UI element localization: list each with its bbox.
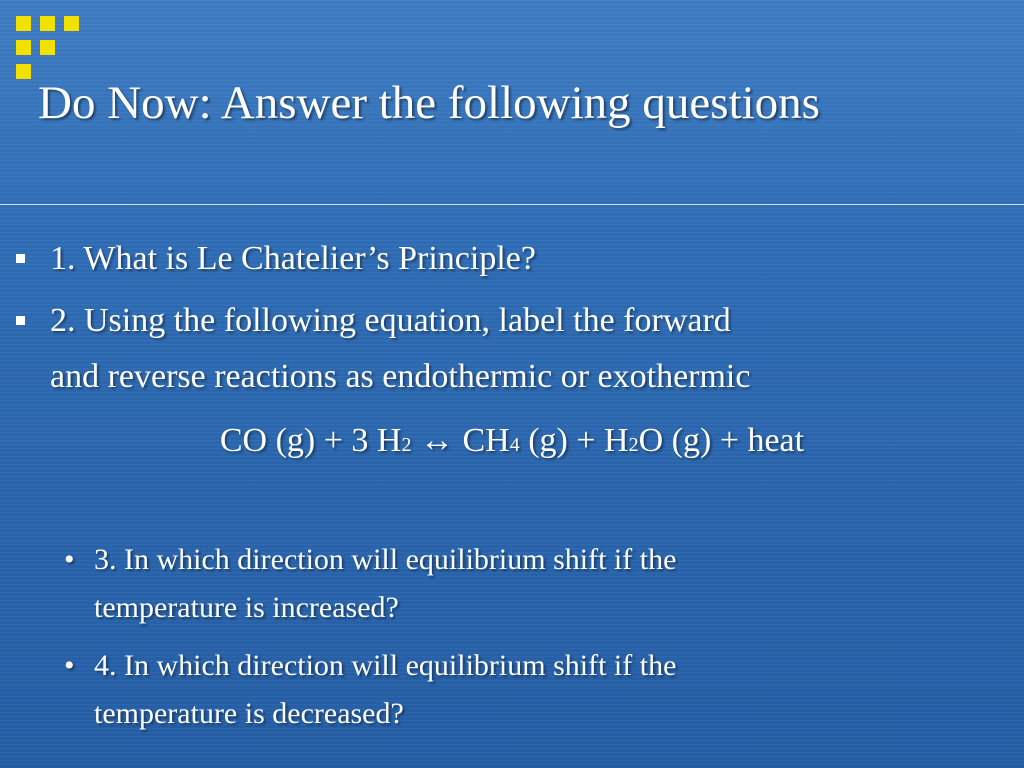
decor-square [16,40,31,55]
square-bullet-icon [16,316,25,325]
decor-square [16,16,31,31]
title-divider [0,204,1024,205]
equation-arrow: ↔ CH [411,422,510,459]
equation-part: O (g) + heat [638,422,805,459]
decor-square [16,64,31,79]
decor-square [40,40,55,55]
equation-coefficient: 2 [628,434,639,456]
decor-square [64,16,79,31]
equation-coefficient: 2 [401,434,412,456]
question-2-line-1: 2. Using the following equation, label the forward [50,302,731,339]
question-4-line-2: temperature is decreased? [94,697,404,730]
equation-part: CO (g) + 3 H [219,422,402,459]
square-bullet-icon [16,254,25,263]
slide-title: Do Now: Answer the following questions [38,77,820,129]
round-bullet-icon: • [64,543,75,576]
round-bullet-icon: • [64,649,75,682]
decor-square [40,16,55,31]
chemical-equation [0,415,1024,471]
question-4-line-1: 4. In which direction will equilibrium shift if the [94,649,677,682]
equation-coefficient: 4 [509,434,520,456]
question-2-line-2: and reverse reactions as endothermic or exothermic [50,358,751,395]
question-3-line-1: 3. In which direction will equilibrium shift if the [94,543,677,576]
equation-part: (g) + H [519,422,629,459]
question-3-line-2: temperature is increased? [94,591,399,624]
question-1: 1. What is Le Chatelier’s Principle? [50,240,536,277]
